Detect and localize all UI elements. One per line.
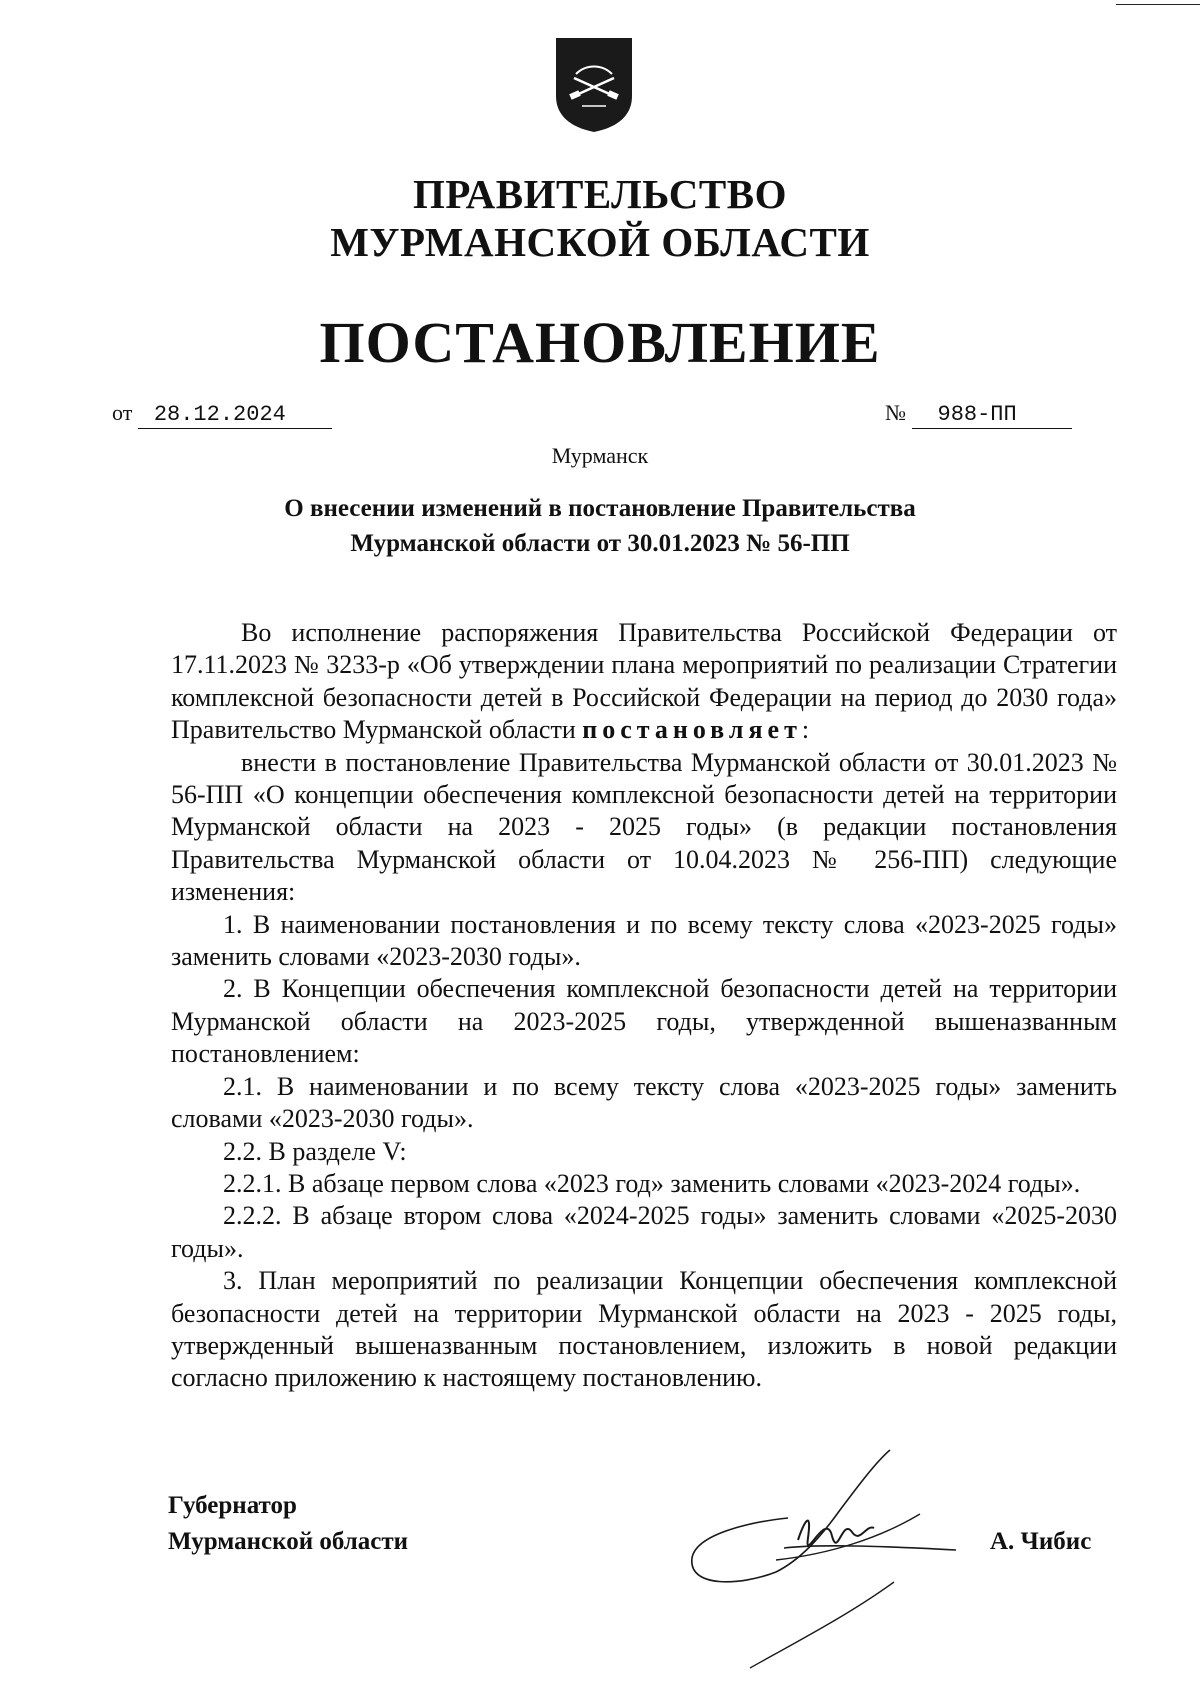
number-label: № [885, 400, 906, 425]
paragraph-item-2-2-2: 2.2.2. В абзаце втором слова «2024-2025 годы» заменить словами «2025-2030 годы». [171, 1201, 1117, 1263]
org-name-line2: МУРМАНСКОЙ ОБЛАСТИ [330, 219, 870, 265]
paragraph-item-2: 2. В Концепции обеспечения комплексной безопасности детей на территории Мурманской области на 2023-2025 годы, утвержденной вышеназванным постановлением: [171, 974, 1117, 1069]
paragraph-item-2-2: 2.2. В разделе V: [223, 1136, 407, 1166]
paragraph-item-2-2-1: 2.2.1. В абзаце первом слова «2023 год» заменить словами «2023-2024 годы». [223, 1168, 1081, 1198]
date-value: 28.12.2024 [138, 402, 332, 429]
date-label: от [112, 400, 133, 425]
preamble-colon: : [801, 715, 810, 745]
city-name: Мурманск [551, 443, 649, 468]
paragraph-preamble [171, 617, 1117, 747]
signer-name: А. Чибис [990, 1528, 1092, 1555]
document-title [0, 491, 1200, 561]
title-line1: О внесении изменений в постановление Правительства [284, 495, 916, 522]
paragraph-item-3: 3. План мероприятий по реализации Концепции обеспечения комплексной безопасности детей на территории Мурманской области на 2023 - 2025 годы, утвержденный вышеназванным постановлением, изложить в новой редакции согласно приложению к настоящему постановлению. [171, 1266, 1117, 1393]
paragraph-item-1: 1. В наименовании постановления и по всему тексту слова «2023-2025 годы» заменить словами «2023-2030 годы». [171, 909, 1117, 972]
handwritten-signature [680, 1440, 980, 1680]
title-line2: Мурманской области от 30.01.2023 № 56-ПП [350, 530, 850, 557]
document-body [171, 617, 1117, 1395]
paragraph-amend-intro: внести в постановление Правительства Мурманской области от 30.01.2023 № 56-ПП «О концепции обеспечения комплексной безопасности детей на территории Мурманской области на 2023 - 2025 годы» (в редакции постановления Правительства Мурманской области от 10.04.2023 № 256-ПП) следующие изменения: [171, 747, 1117, 907]
number-value: 988-ПП [912, 402, 1072, 429]
number-field [885, 398, 1072, 429]
scan-edge-line [1116, 4, 1200, 5]
signer-position [168, 1488, 408, 1560]
org-name-line1: ПРАВИТЕЛЬСТВО [412, 171, 788, 217]
date-field [112, 398, 332, 429]
document-type: ПОСТАНОВЛЕНИЕ [319, 310, 881, 375]
signer-position-line1: Губернатор [168, 1492, 297, 1519]
coat-of-arms-icon [552, 34, 636, 134]
signer-position-line2: Мурманской области [168, 1528, 409, 1555]
paragraph-item-2-1: 2.1. В наименовании и по всему тексту слова «2023-2025 годы» заменить словами «2023-2030 годы». [171, 1071, 1117, 1134]
preamble-text: Во исполнение распоряжения Правительства Российской Федерации от 17.11.2023 № 3233-р «Об утверждении плана мероприятий по реализации Стратегии комплексной безопасности детей в Российской Федерации на период до 2030 года» Правительство Мурманской области [171, 618, 1117, 745]
resolves-keyword: постановляет [582, 715, 802, 745]
